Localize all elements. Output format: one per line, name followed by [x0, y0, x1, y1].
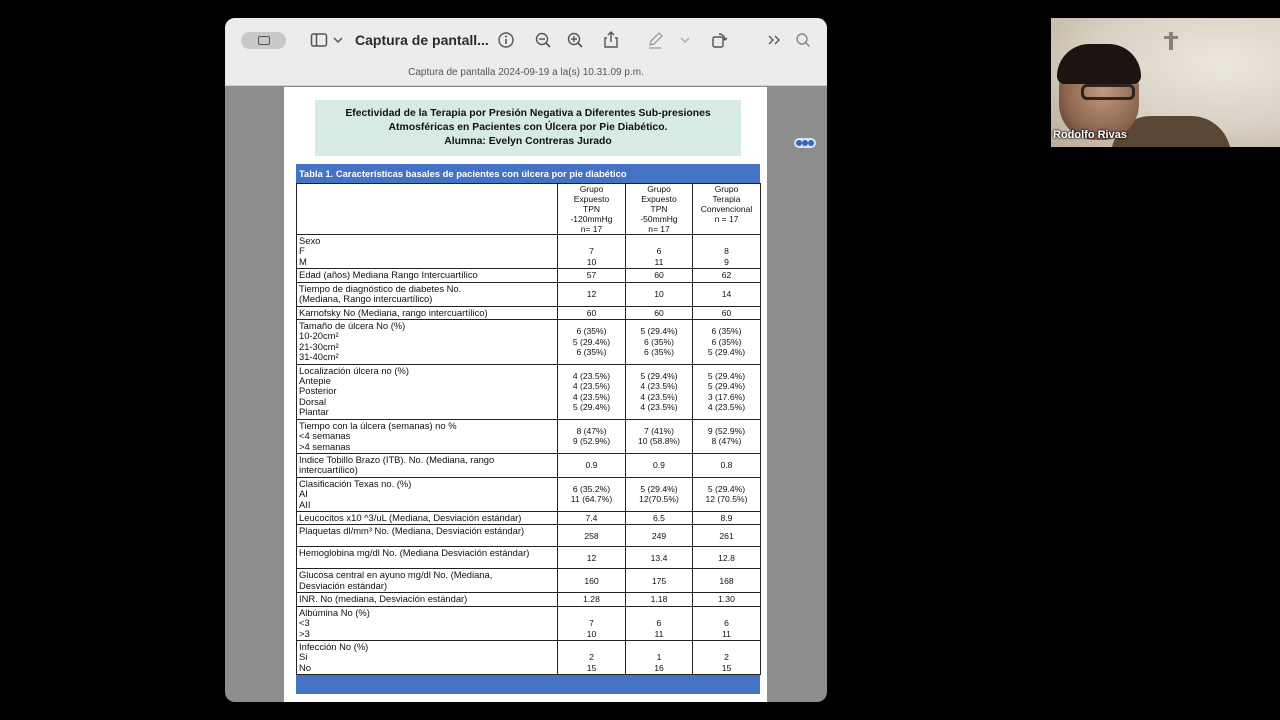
zoom-out-icon[interactable]	[534, 30, 552, 50]
row-label-cell: Karnofsky No (Mediana, rango intercuartílico)	[297, 306, 558, 319]
heading-line-3: Alumna: Evelyn Contreras Jurado	[444, 136, 612, 147]
sidebar-icon[interactable]	[310, 30, 328, 50]
table-row	[297, 547, 761, 569]
table-row	[297, 306, 761, 319]
value-cell: 5 (29.4%) 12 (70.5%)	[693, 477, 761, 511]
value-cell: 6 (35.2%) 11 (64.7%)	[558, 477, 626, 511]
value-cell: 62	[693, 269, 761, 282]
table-row	[297, 282, 761, 306]
value-cell: 5 (29.4%) 4 (23.5%) 4 (23.5%) 4 (23.5%)	[626, 364, 693, 419]
value-cell: 249	[626, 525, 693, 547]
heading-line-1: Efectividad de la Terapia por Presión Negativa a Diferentes Sub-presiones	[345, 108, 711, 119]
zoom-in-icon[interactable]	[566, 30, 584, 50]
row-label-cell: Tamaño de úlcera No (%) 10-20cm² 21-30cm² 31-40cm²	[297, 320, 558, 365]
participant-video-tile[interactable]	[1051, 18, 1280, 147]
row-label-cell: Tiempo de diagnóstico de diabetes No. (Mediana, Rango intercuartílico)	[297, 282, 558, 306]
table-row	[297, 364, 761, 419]
markup-chevron-icon[interactable]	[679, 30, 691, 50]
document-page	[284, 87, 767, 702]
table-row	[297, 453, 761, 477]
table-header-row	[297, 184, 761, 235]
rotate-icon[interactable]	[710, 30, 728, 50]
participant-hair	[1057, 44, 1141, 84]
header-empty-cell	[297, 184, 558, 235]
participant-glasses	[1081, 84, 1135, 100]
column-header: Grupo Expuesto TPN -120mmHg n= 17	[558, 184, 626, 235]
table-row	[297, 525, 761, 547]
value-cell: 10	[626, 282, 693, 306]
value-cell: 8 9	[693, 235, 761, 269]
value-cell: 2 15	[693, 640, 761, 674]
value-cell: 2 15	[558, 640, 626, 674]
value-cell: 0.8	[693, 453, 761, 477]
table-row	[297, 477, 761, 511]
value-cell: 60	[626, 269, 693, 282]
value-cell: 261	[693, 525, 761, 547]
table-caption: Tabla 1. Características basales de pacientes con úlcera por pie diabético	[296, 164, 760, 183]
value-cell: 57	[558, 269, 626, 282]
value-cell: 6 (35%) 5 (29.4%) 6 (35%)	[558, 320, 626, 365]
row-label-cell: Localización úlcera no (%) Antepie Posterior Dorsal Plantar	[297, 364, 558, 419]
search-icon[interactable]	[794, 30, 812, 50]
value-cell: 168	[693, 569, 761, 593]
table-row	[297, 640, 761, 674]
chevron-down-icon[interactable]	[332, 30, 344, 50]
row-label-cell: Hemoglobina mg/dl No. (Mediana Desviación estándar)	[297, 547, 558, 569]
row-label-cell: Sexo F M	[297, 235, 558, 269]
markup-icon[interactable]	[646, 30, 664, 50]
row-label-cell: Glucosa central en ayuno mg/dl No. (Mediana, Desviación estándar)	[297, 569, 558, 593]
value-cell: 12	[558, 547, 626, 569]
value-cell: 6.5	[626, 511, 693, 524]
dot-icon	[808, 140, 814, 146]
value-cell: 1 16	[626, 640, 693, 674]
value-cell: 7 10	[558, 235, 626, 269]
table-row	[297, 569, 761, 593]
value-cell: 6 11	[626, 235, 693, 269]
more-icon[interactable]	[766, 30, 784, 50]
value-cell: 14	[693, 282, 761, 306]
toolbar	[225, 18, 827, 86]
table-row	[297, 593, 761, 606]
value-cell: 1.28	[558, 593, 626, 606]
row-label-cell: Tiempo con la úlcera (semanas) no % <4 semanas >4 semanas	[297, 419, 558, 453]
row-label-cell: Leucocitos x10 ^3/uL (Mediana, Desviación estándar)	[297, 511, 558, 524]
column-header: Grupo Terapia Convencional n = 17	[693, 184, 761, 235]
value-cell: 1.18	[626, 593, 693, 606]
row-label-cell: Edad (años) Mediana Rango Intercuartílico	[297, 269, 558, 282]
table-row	[297, 235, 761, 269]
table-row	[297, 320, 761, 365]
value-cell: 0.9	[558, 453, 626, 477]
row-label-cell: Indice Tobillo Brazo (ITB). No. (Mediana, rango intercuartílico)	[297, 453, 558, 477]
value-cell: 60	[693, 306, 761, 319]
value-cell: 6 11	[626, 606, 693, 640]
value-cell: 175	[626, 569, 693, 593]
value-cell: 7 (41%) 10 (58.8%)	[626, 419, 693, 453]
value-cell: 12	[558, 282, 626, 306]
row-label-cell: INR. No (mediana, Desviación estándar)	[297, 593, 558, 606]
table-row	[297, 419, 761, 453]
value-cell: 60	[626, 306, 693, 319]
value-cell: 8 (47%) 9 (52.9%)	[558, 419, 626, 453]
share-icon[interactable]	[602, 30, 620, 50]
wall-cross-icon	[1169, 32, 1173, 50]
row-label-cell: Plaquetas dl/mm³ No. (Mediana, Desviación estándar)	[297, 525, 558, 547]
value-cell: 8.9	[693, 511, 761, 524]
value-cell: 1.30	[693, 593, 761, 606]
value-cell: 5 (29.4%) 5 (29.4%) 3 (17.6%) 4 (23.5%)	[693, 364, 761, 419]
value-cell: 12.8	[693, 547, 761, 569]
table-container	[296, 164, 760, 694]
more-options-button[interactable]	[794, 138, 816, 148]
row-label-cell: Infección No (%) Si No	[297, 640, 558, 674]
value-cell: 5 (29.4%) 6 (35%) 6 (35%)	[626, 320, 693, 365]
value-cell: 9 (52.9%) 8 (47%)	[693, 419, 761, 453]
row-label-cell: Albúmina No (%) <3 >3	[297, 606, 558, 640]
preview-window	[225, 18, 827, 702]
value-cell: 4 (23.5%) 4 (23.5%) 4 (23.5%) 5 (29.4%)	[558, 364, 626, 419]
heading-line-2: Atmosféricas en Pacientes con Úlcera por Pie Diabético.	[388, 122, 668, 133]
info-icon[interactable]	[497, 30, 515, 50]
value-cell: 60	[558, 306, 626, 319]
row-label-cell: Clasificación Texas no. (%) AI AII	[297, 477, 558, 511]
value-cell: 7.4	[558, 511, 626, 524]
column-header: Grupo Expuesto TPN -50mmHg n= 17	[626, 184, 693, 235]
value-cell: 160	[558, 569, 626, 593]
value-cell: 13.4	[626, 547, 693, 569]
table-row	[297, 269, 761, 282]
table-row	[297, 606, 761, 640]
table-footer-bar	[296, 675, 760, 694]
value-cell: 7 10	[558, 606, 626, 640]
value-cell: 258	[558, 525, 626, 547]
value-cell: 6 (35%) 6 (35%) 5 (29.4%)	[693, 320, 761, 365]
window-tab-button[interactable]	[241, 32, 286, 49]
participant-name: Rodolfo Rivas	[1053, 129, 1127, 141]
window-subtitle: Captura de pantalla 2024-09-19 a la(s) 10.31.09 p.m.	[408, 67, 644, 78]
value-cell: 6 11	[693, 606, 761, 640]
window-icon	[258, 36, 270, 45]
baseline-table	[296, 183, 761, 675]
document-heading	[315, 100, 741, 156]
value-cell: 0.9	[626, 453, 693, 477]
value-cell: 5 (29.4%) 12(70.5%)	[626, 477, 693, 511]
window-title: Captura de pantall...	[355, 32, 489, 48]
table-row	[297, 511, 761, 524]
